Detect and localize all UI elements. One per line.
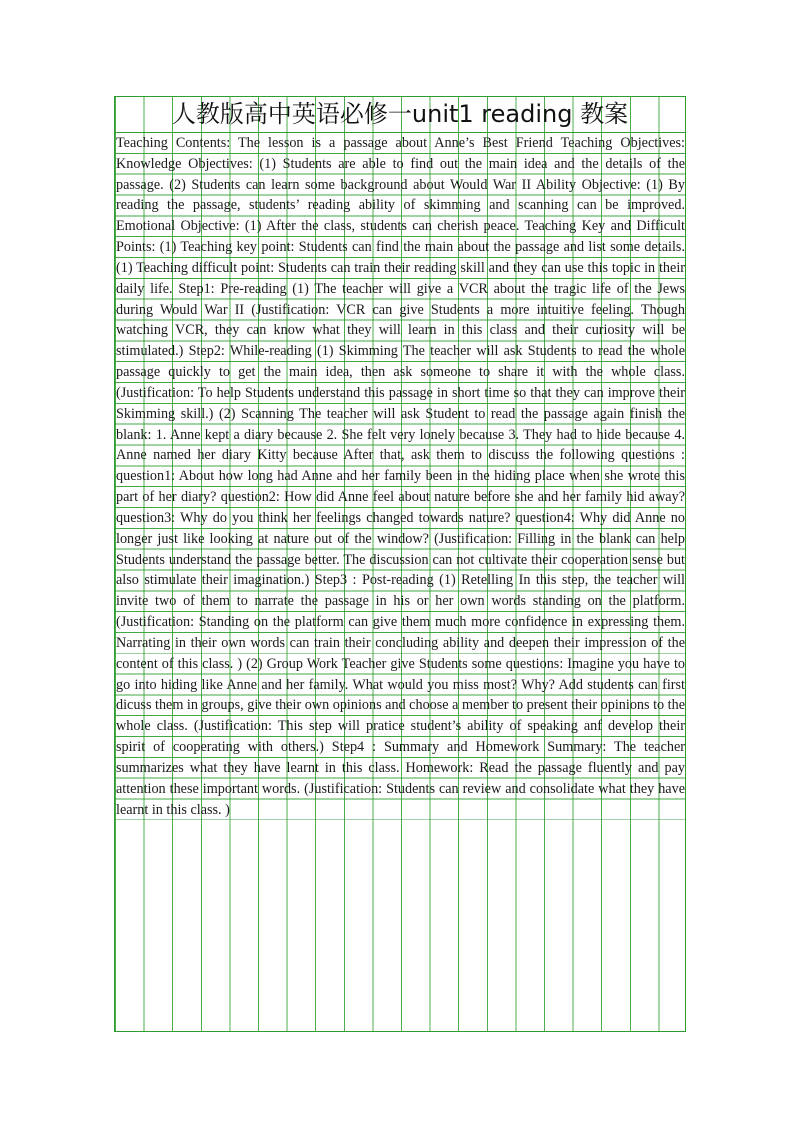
document-body-text: Teaching Contents: The lesson is a passage about Anne’s Best Friend Teaching Objectives: Knowledge Objectives: (1) Students are able to find out the main idea and the details of the passage. (2) Students can learn some background about Would War II Ability Objective: (1) By reading the passage, students’ reading ability of skimming and scanning can be improved. Emotional Objective: (1) After the class, students can cherish peace. Teaching Key and Difficult Points: (1) Teaching key point: Students can find the main about the passage and list some details. (1) Teaching difficult point: Students can train their reading skill and they can use this topic in their daily life. Step1: Pre-reading (1) The teacher will give a VCR about the tragic life of the Jews during Would War II (Justification: VCR can give Students a more intuitive feeling. Though watching VCR, they can know what they will learn in this class and their curiosity will be stimulated.) Step2: While-reading (1) Skimming The teacher will ask Students to read the whole passage quickly to get the main idea, then ask someone to share it with the whole class. (Justification: To help Students understand this passage in short time so that they can improve their Skimming skill.) (2) Scanning The teacher will ask Student to read the passage again finish the blank: 1. Anne kept a diary because 2. She felt very lonely because 3. They had to hide because 4. Anne named her diary Kitty because After that, ask them to discuss the following questions : question1: About how long had Anne and her family been in the hiding place when she wrote this part of her diary? question2: How did Anne feel about nature before she and her family hid away? question3: Why do you think her feelings changed towards nature? question4: Why did Anne no longer just like looking at nature out of the window? (Justification: Filling in the blank can help Students understand the passage better. The discussion can not cultivate their cooperation sense but also stimulate their imagination.) Step3 : Post-reading (1) Retelling In this step, the teacher will invite two of them to narrate the passage in his or her own words standing on the platform. (Justification: Standing on the platform can give them much more confidence in expressing them. Narrating in their own words can train their concluding ability and deepen their impression of the content of this class. ) (2) Group Work Teacher give Students some questions: Imagine you have to go into hiding like Anne and her family. What would you miss most? Why? Add students can first dicuss them in groups, give their own opinions and choose a member to present their opinions to the whole class. (Justification: This step will pratice student’s ability of speaking anf develop their spirit of cooperating with others.) Step4 : Summary and Homework Summary: The teacher summarizes what they have learnt in this class. Homework: Read the passage fluently and pay attention these important words. (Justification: Students can review and consolidate what they have learnt in this class. ) [115, 133, 685, 820]
document-title: 人教版高中英语必修一unit1 reading 教案 [115, 97, 685, 133]
document-page [114, 96, 686, 1032]
